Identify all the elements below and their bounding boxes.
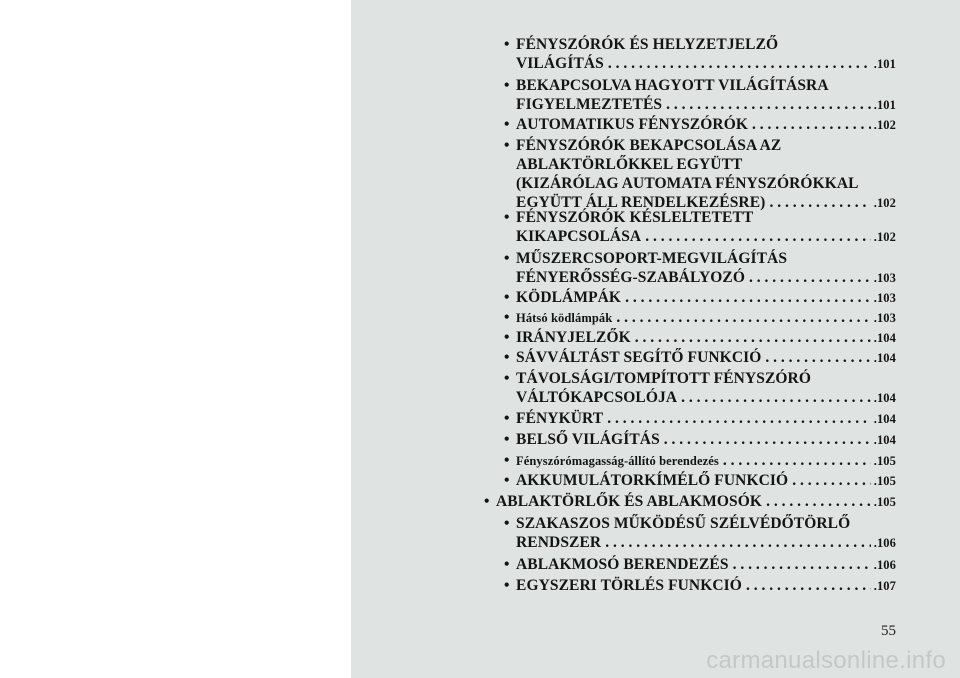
toc-entry-title: Hátsó ködlámpák — [516, 311, 613, 325]
toc-entry[interactable] — [504, 369, 896, 408]
toc-page-ref: .102 — [873, 230, 896, 244]
blank-left-margin — [0, 0, 351, 678]
bullet-icon: • — [504, 137, 510, 154]
toc-entry-title: BEKAPCSOLVA HAGYOTT VILÁGÍTÁSRA — [516, 77, 829, 94]
toc-entry-title: SÁVVÁLTÁST SEGÍTŐ FUNKCIÓ — [516, 349, 762, 366]
bullet-icon: • — [504, 452, 510, 469]
watermark: carmanualsonline.info — [706, 647, 946, 674]
toc-entry-title: ABLAKTÖRLŐKKEL EGYÜTT — [516, 156, 743, 173]
dot-leader — [792, 471, 871, 490]
bullet-icon: • — [504, 349, 510, 366]
toc-entry-title: Fényszórómagasság-állító berendezés — [516, 454, 719, 468]
toc-entry-title: AUTOMATIKUS FÉNYSZÓRÓK — [516, 116, 749, 133]
toc-page-ref: .104 — [873, 351, 896, 365]
toc-entry[interactable] — [504, 409, 896, 429]
toc-page-ref: .102 — [873, 196, 896, 210]
bullet-icon: • — [484, 493, 490, 510]
toc-page-ref: .103 — [873, 311, 896, 325]
toc-entry-title: KIKAPCSOLÁSA — [516, 228, 642, 245]
toc-entry[interactable] — [504, 471, 896, 491]
dot-leader — [723, 451, 871, 470]
bullet-icon: • — [504, 431, 510, 448]
toc-entry[interactable] — [504, 576, 896, 596]
toc-entry-title: MŰSZERCSOPORT-MEGVILÁGÍTÁS — [516, 250, 788, 267]
toc-entry[interactable] — [504, 76, 896, 115]
dot-leader — [607, 409, 870, 428]
dot-leader — [625, 288, 871, 307]
toc-entry-title: FÉNYSZÓRÓK ÉS HELYZETJELZŐ — [516, 36, 779, 53]
bullet-icon: • — [504, 577, 510, 594]
toc-entry-title: FIGYELMEZTETÉS — [516, 96, 663, 113]
toc-entry[interactable] — [504, 136, 896, 213]
toc-page-ref: .104 — [873, 331, 896, 345]
bullet-icon: • — [504, 250, 510, 267]
toc-entry-title: ABLAKMOSÓ BERENDEZÉS — [516, 556, 729, 573]
toc-entry[interactable] — [504, 288, 896, 308]
bullet-icon: • — [504, 556, 510, 573]
dot-leader — [666, 95, 871, 114]
bullet-icon: • — [504, 116, 510, 133]
table-of-contents — [351, 0, 960, 678]
toc-entry-title: (KIZÁRÓLAG AUTOMATA FÉNYSZÓRÓKKAL — [516, 175, 859, 192]
dot-leader — [608, 54, 871, 73]
dot-leader — [766, 492, 871, 511]
toc-page-ref: .101 — [873, 57, 896, 71]
toc-entry[interactable] — [504, 328, 896, 348]
dot-leader — [746, 576, 871, 595]
toc-entry[interactable] — [504, 249, 896, 288]
dot-leader — [752, 115, 871, 134]
bullet-icon: • — [504, 309, 510, 326]
toc-entry-title: FÉNYERŐSSÉG-SZABÁLYOZÓ — [516, 269, 746, 286]
toc-entry-title: TÁVOLSÁGI/TOMPÍTOTT FÉNYSZÓRÓ — [516, 370, 812, 387]
toc-page-ref: .104 — [873, 391, 896, 405]
toc-page-ref: .106 — [873, 558, 896, 572]
toc-entry-title: BELSŐ VILÁGÍTÁS — [516, 431, 660, 448]
dot-leader — [664, 430, 871, 449]
bullet-icon: • — [504, 289, 510, 306]
page-number: 55 — [881, 623, 896, 639]
bullet-icon: • — [504, 472, 510, 489]
toc-entry-title: VILÁGÍTÁS — [516, 55, 604, 72]
toc-entry[interactable] — [484, 492, 896, 512]
toc-entry-title: ABLAKTÖRLŐK ÉS ABLAKMOSÓK — [496, 493, 763, 510]
bullet-icon: • — [504, 209, 510, 226]
dot-leader — [616, 308, 870, 327]
toc-entry[interactable] — [504, 208, 896, 247]
toc-page-ref: .103 — [873, 271, 896, 285]
toc-entry[interactable] — [504, 430, 896, 450]
toc-entry-title: FÉNYSZÓRÓK BEKAPCSOLÁSA AZ — [516, 137, 782, 154]
toc-page-ref: .101 — [873, 98, 896, 112]
toc-entry[interactable] — [504, 308, 896, 328]
toc-entry-title: VÁLTÓKAPCSOLÓJA — [516, 389, 678, 406]
dot-leader — [749, 268, 871, 287]
dot-leader — [733, 555, 871, 574]
bullet-icon: • — [504, 410, 510, 427]
bullet-icon: • — [504, 370, 510, 387]
dot-leader — [681, 388, 871, 407]
toc-entry-title: SZAKASZOS MŰKÖDÉSŰ SZÉLVÉDŐTÖRLŐ — [516, 515, 851, 532]
toc-entry[interactable] — [504, 115, 896, 135]
toc-page-ref: .104 — [873, 412, 896, 426]
toc-entry-title: IRÁNYJELZŐK — [516, 329, 631, 346]
toc-page-ref: .106 — [873, 536, 896, 550]
toc-entry[interactable] — [504, 35, 896, 74]
dot-leader — [635, 328, 871, 347]
manual-page — [351, 0, 960, 678]
toc-entry[interactable] — [504, 514, 896, 553]
toc-page-ref: .102 — [873, 118, 896, 132]
bullet-icon: • — [504, 77, 510, 94]
toc-page-ref: .105 — [873, 474, 896, 488]
toc-page-ref: .104 — [873, 433, 896, 447]
dot-leader — [765, 348, 870, 367]
bullet-icon: • — [504, 36, 510, 53]
toc-entry-title: FÉNYKÜRT — [516, 410, 604, 427]
toc-entry[interactable] — [504, 348, 896, 368]
toc-page-ref: .107 — [873, 579, 896, 593]
bullet-icon: • — [504, 329, 510, 346]
toc-entry-title: RENDSZER — [516, 534, 602, 551]
dot-leader — [605, 533, 871, 552]
toc-entry-title: EGYSZERI TÖRLÉS FUNKCIÓ — [516, 577, 742, 594]
toc-entry-title: EGYÜTT ÁLL RENDELKEZÉSRE) — [516, 194, 766, 211]
toc-page-ref: .105 — [873, 454, 896, 468]
toc-page-ref: .105 — [873, 495, 896, 509]
bullet-icon: • — [504, 515, 510, 532]
toc-entry[interactable] — [504, 451, 896, 471]
toc-entry-title: KÖDLÁMPÁK — [516, 289, 622, 306]
toc-entry-title: FÉNYSZÓRÓK KÉSLELTETETT — [516, 209, 754, 226]
toc-entry-title: AKKUMULÁTORKÍMÉLŐ FUNKCIÓ — [516, 472, 789, 489]
dot-leader — [645, 227, 870, 246]
toc-entry[interactable] — [504, 555, 896, 575]
toc-page-ref: .103 — [873, 291, 896, 305]
